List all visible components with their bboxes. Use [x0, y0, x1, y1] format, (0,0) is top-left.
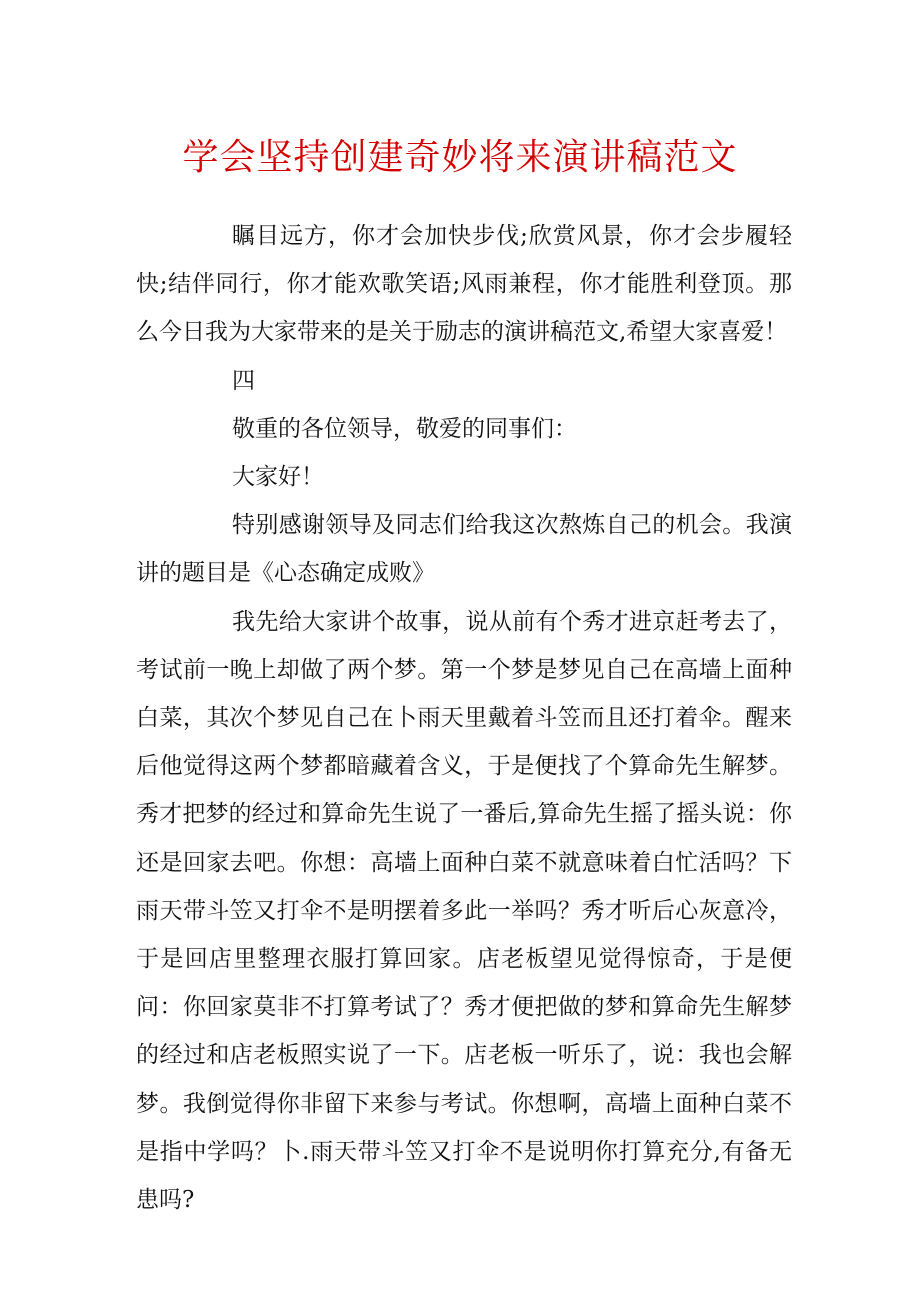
section-number: 四	[232, 367, 255, 394]
document-title: 学会坚持创建奇妙将来演讲稿范文	[182, 137, 738, 178]
opening-paragraph: 特别感谢领导及同志们给我这次熬炼自己的机会。我演讲的题目是《心态确定成败》	[136, 512, 792, 587]
document-body	[136, 212, 792, 1224]
salutation: 敬重的各位领导，敬爱的同事们：	[232, 415, 577, 442]
intro-paragraph: 瞩目远方，你才会加快步伐;欣赏风景，你才会步履轻快;结伴同行，你才能欢歌笑语;风雨兼程，你才能胜利登顶。那么今日我为大家带来的是关于励志的演讲稿范文,希望大家喜爱！	[136, 223, 792, 346]
greeting: 大家好！	[232, 464, 324, 491]
story-paragraph: 我先给大家讲个故事，说从前有个秀才进京赶考去了，考试前一晚上却做了两个梦。第一个梦是梦见自己在高墙上面种白菜，其次个梦见自己在卜雨天里戴着斗笠而且还打着伞。醒来后他觉得这两个梦都暗藏着含义，于是便找了个算命先生解梦。秀才把梦的经过和算命先生说了一番后,算命先生摇了摇头说：你还是回家去吧。你想：高墙上面种白菜不就意味着白忙活吗？下雨天带斗笠又打伞不是明摆着多此一举吗？秀才听后心灰意冷，于是回店里整理衣服打算回家。店老板望见觉得惊奇，于是便问：你回家莫非不打算考试了？秀才便把做的梦和算命先生解梦的经过和店老板照实说了一下。店老板一听乐了，说：我也会解梦。我倒觉得你非留下来参与考试。你想啊，高墙上面种白菜不是指中学吗？卜.雨天带斗笠又打伞不是说明你打算充分,有备无患吗?	[136, 608, 792, 1214]
